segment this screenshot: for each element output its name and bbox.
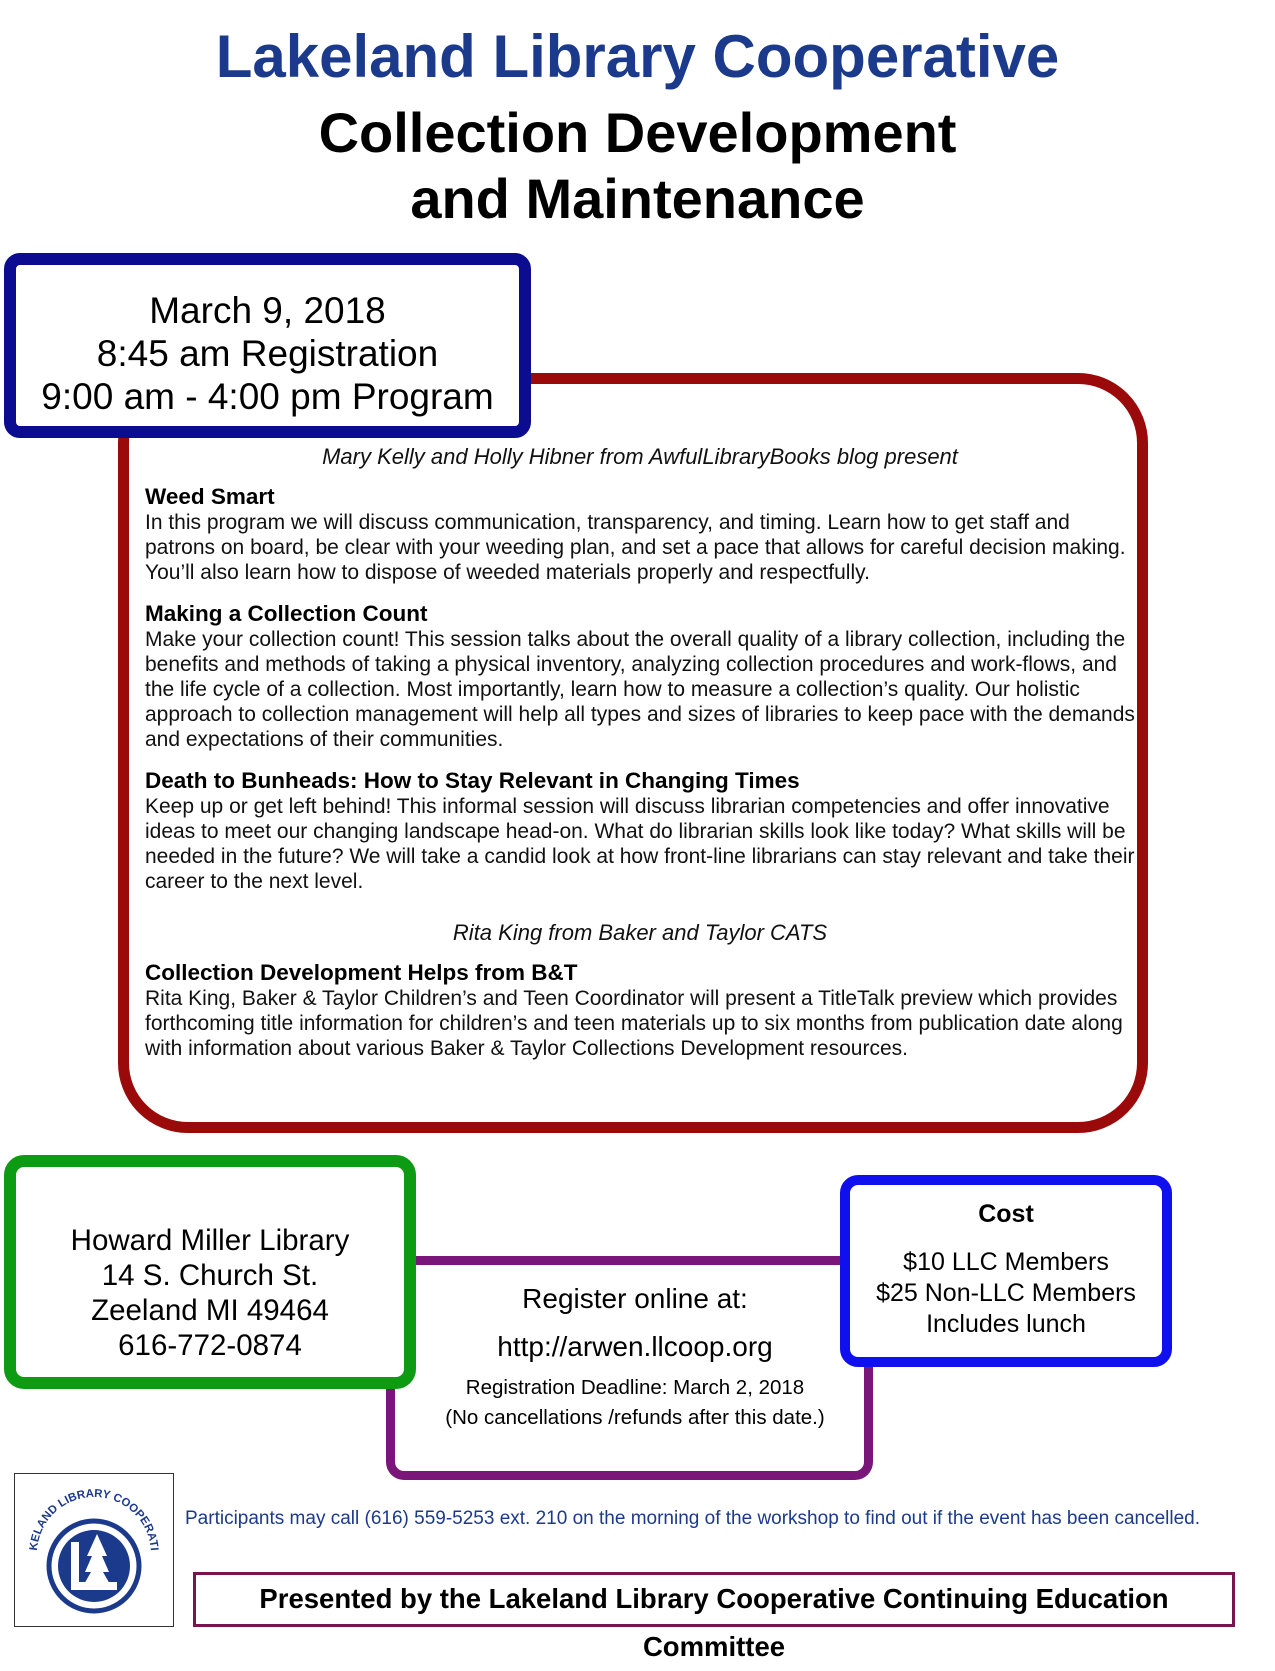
session-description: Rita King, Baker & Taylor Children’s and Teen Coordinator will present a TitleTalk preview which provides forthcoming title information for children’s and teen materials up to six months from publication date along with information about various Baker & Taylor Collections Development resources. [145, 987, 1123, 1060]
cost-members: $10 LLC Members [903, 1248, 1109, 1276]
cancellation-note: (No cancellations /refunds after this date.) [445, 1406, 825, 1429]
registration-deadline [400, 1373, 870, 1433]
venue-box [4, 1155, 416, 1389]
venue-name: Howard Miller Library [70, 1224, 350, 1257]
session-title: Death to Bunheads: How to Stay Relevant in Changing Times [145, 768, 800, 793]
registration-info [400, 1283, 870, 1433]
session-description: Make your collection count! This session talks about the overall quality of a library collection, including the benefits and methods of taking a physical inventory, analyzing collection procedures and work-flows, and the life cycle of a collection. Most importantly, learn how to measure a collection’s quality. Our holistic approach to collection management will help all types and sizes of libraries to keep pace with the demands and expectations of their communities. [145, 628, 1135, 751]
date-box [4, 253, 531, 438]
session-title: Collection Development Helps from B&T [145, 960, 578, 985]
program-content [145, 446, 1135, 1061]
session [145, 960, 1135, 1061]
org-title: Lakeland Library Cooperative [215, 23, 1060, 90]
presented-by-banner: Presented by the Lakeland Library Cooperative Continuing Education Committee [193, 1572, 1235, 1627]
event-title [0, 100, 1275, 232]
session [145, 768, 1135, 894]
venue-phone: 616-772-0874 [118, 1329, 302, 1362]
presenter-line: Mary Kelly and Holly Hibner from AwfulLibraryBooks blog present [322, 444, 958, 469]
session [145, 484, 1135, 585]
venue-street: 14 S. Church St. [101, 1259, 319, 1292]
registration-time: 8:45 am Registration [96, 333, 439, 374]
register-label: Register online at: [522, 1283, 748, 1314]
logo-text: KELAND LIBRARY COOPERATI [28, 1487, 160, 1552]
logo-graphic [15, 1474, 173, 1626]
event-title-line2: and Maintenance [410, 167, 865, 230]
cost-title: Cost [978, 1200, 1034, 1228]
session-title: Making a Collection Count [145, 601, 428, 626]
deadline-text: Registration Deadline: March 2, 2018 [465, 1376, 805, 1399]
cost-box [840, 1175, 1172, 1367]
venue-city: Zeeland MI 49464 [91, 1294, 329, 1327]
program-time: 9:00 am - 4:00 pm Program [41, 376, 494, 417]
presenter-line: Rita King from Baker and Taylor CATS [452, 920, 828, 945]
event-date: March 9, 2018 [149, 290, 386, 331]
cancellation-notice: Participants may call (616) 559-5253 ext. 210 on the morning of the workshop to find out if the event has been cancelled. [185, 1508, 1201, 1529]
session-title: Weed Smart [145, 484, 275, 509]
cost-lunch: Includes lunch [926, 1310, 1086, 1338]
cost-non-members: $25 Non-LLC Members [876, 1279, 1136, 1307]
session-description: In this program we will discuss communication, transparency, and timing. Learn how to get staff and patrons on board, be clear with your weeding plan, and set a pace that allows for careful decision making. You’ll also learn how to dispose of weeded materials properly and respectfully. [145, 511, 1126, 584]
llc-logo [14, 1473, 174, 1627]
session-description: Keep up or get left behind! This informal session will discuss librarian competencies and offer innovative ideas to meet our changing landscape head-on. What do librarian skills look like today? What skills will be needed in the future? We will take a candid look at how front-line librarians can stay relevant and take their career to the next level. [145, 795, 1135, 893]
event-title-line1: Collection Development [318, 101, 957, 164]
register-link[interactable]: http://arwen.llcoop.org [497, 1331, 773, 1362]
session [145, 601, 1135, 752]
